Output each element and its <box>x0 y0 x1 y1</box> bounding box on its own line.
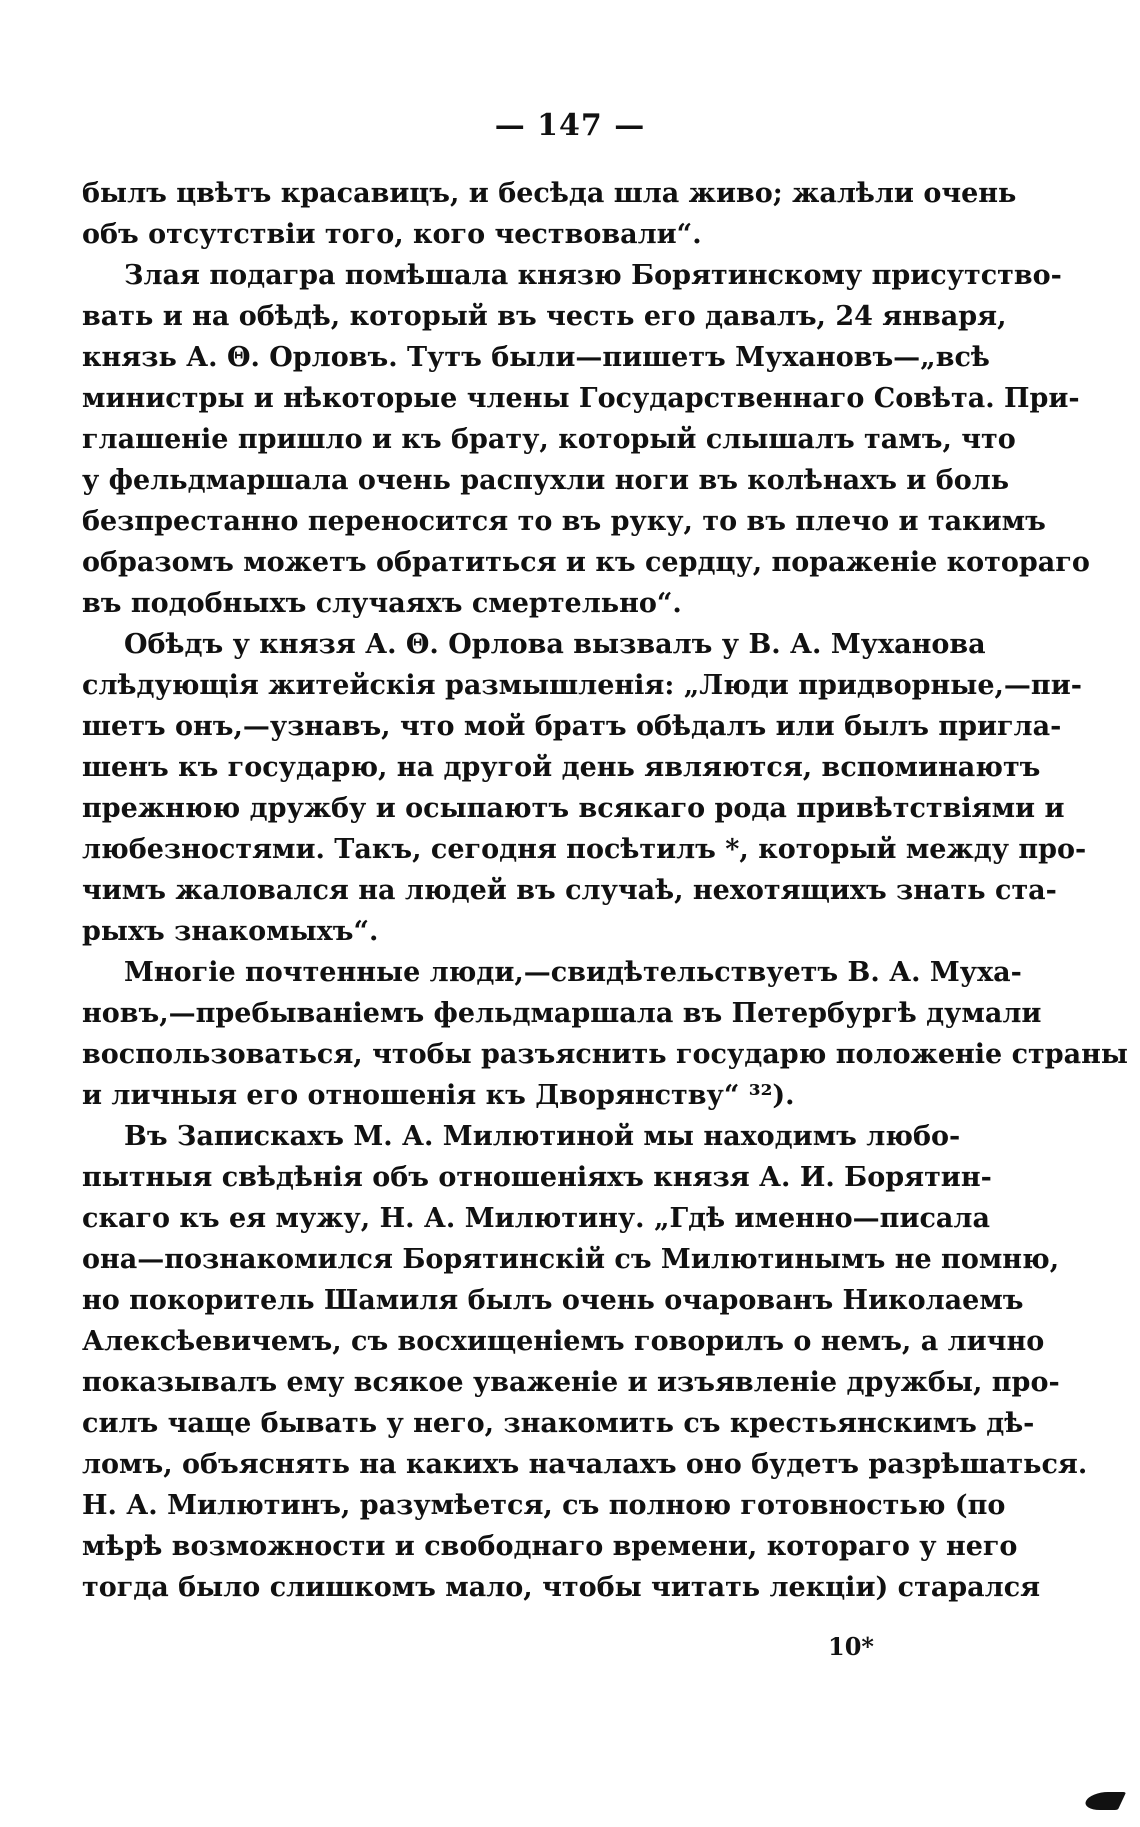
text-line: но покоритель Шамиля былъ очень очарованъ Николаемъ <box>82 1285 1024 1316</box>
text-line: объ отсутствіи того, кого чествовали“. <box>82 219 702 250</box>
text-line: Обѣдъ у князя А. Θ. Орлова вызвалъ у В. А. Муханова <box>124 629 986 660</box>
text-line: скаго къ ея мужу, Н. А. Милютину. „Гдѣ именно—писала <box>82 1203 990 1234</box>
text-line: воспользоваться, чтобы разъяснить государю положеніе страны <box>82 1039 1128 1070</box>
text-line: шетъ онъ,—узнавъ, что мой братъ обѣдалъ или былъ пригла- <box>82 711 1062 742</box>
text-line: мѣрѣ возможности и свободнаго времени, котораго у него <box>82 1531 1018 1562</box>
text-line: шенъ къ государю, на другой день являются, вспоминаютъ <box>82 752 1041 783</box>
text-line: ломъ, объяснять на какихъ началахъ оно будетъ разрѣшаться. <box>82 1449 1088 1480</box>
text-line: новъ,—пребываніемъ фельдмаршала въ Петербургѣ думали <box>82 998 1042 1029</box>
text-line: образомъ можетъ обратиться и къ сердцу, пораженіе котораго <box>82 547 1090 578</box>
text-line: силъ чаще бывать у него, знакомить съ крестьянскимъ дѣ- <box>82 1408 1035 1439</box>
text-line: у фельдмаршала очень распухли ноги въ колѣнахъ и боль <box>82 465 1010 496</box>
text-line: рыхъ знакомыхъ“. <box>82 916 379 947</box>
text-line: Алексѣевичемъ, съ восхищеніемъ говорилъ о немъ, а лично <box>82 1326 1045 1357</box>
text-line: вать и на обѣдѣ, который въ честь его давалъ, 24 января, <box>82 301 1007 332</box>
text-line: въ подобныхъ случаяхъ смертельно“. <box>82 588 682 619</box>
text-line: она—познакомился Борятинскій съ Милютинымъ не помню, <box>82 1244 1060 1275</box>
printer-signature-mark: 10* <box>828 1632 874 1661</box>
text-line: Многіе почтенные люди,—свидѣтельствуетъ В. А. Муха- <box>124 957 1022 988</box>
body-text <box>82 173 1128 1608</box>
text-line: Злая подагра помѣшала князю Борятинскому присутство- <box>124 260 1062 291</box>
text-line: слѣдующія житейскія размышленія: „Люди придворные,—пи- <box>82 670 1082 701</box>
scan-corner-mark <box>1082 1792 1126 1810</box>
page-number: — 147 — <box>494 108 646 143</box>
text-line: Въ Запискахъ М. А. Милютиной мы находимъ любо- <box>124 1121 961 1152</box>
text-line: Н. А. Милютинъ, разумѣется, съ полною готовностью (по <box>82 1490 1006 1521</box>
text-line: показывалъ ему всякое уваженіе и изъявленіе дружбы, про- <box>82 1367 1060 1398</box>
text-line: и личныя его отношенія къ Дворянству“ ³²). <box>82 1080 795 1111</box>
text-line: тогда было слишкомъ мало, чтобы читать лекціи) старался <box>82 1572 1041 1603</box>
text-line: министры и нѣкоторые члены Государственнаго Совѣта. При- <box>82 383 1080 414</box>
text-line: князь А. Θ. Орловъ. Тутъ были—пишетъ Мухановъ—„всѣ <box>82 342 990 373</box>
text-line: прежнюю дружбу и осыпаютъ всякаго рода привѣтствіями и <box>82 793 1065 824</box>
text-line: любезностями. Такъ, сегодня посѣтилъ *, который между про- <box>82 834 1087 865</box>
text-line: чимъ жаловался на людей въ случаѣ, нехотящихъ знать ста- <box>82 875 1057 906</box>
text-line: безпрестанно переносится то въ руку, то въ плечо и такимъ <box>82 506 1046 537</box>
text-line: былъ цвѣтъ красавицъ, и бесѣда шла живо; жалѣли очень <box>82 178 1017 209</box>
text-line: глашеніе пришло и къ брату, который слышалъ тамъ, что <box>82 424 1016 455</box>
text-line: пытныя свѣдѣнія объ отношеніяхъ князя А. И. Борятин- <box>82 1162 992 1193</box>
